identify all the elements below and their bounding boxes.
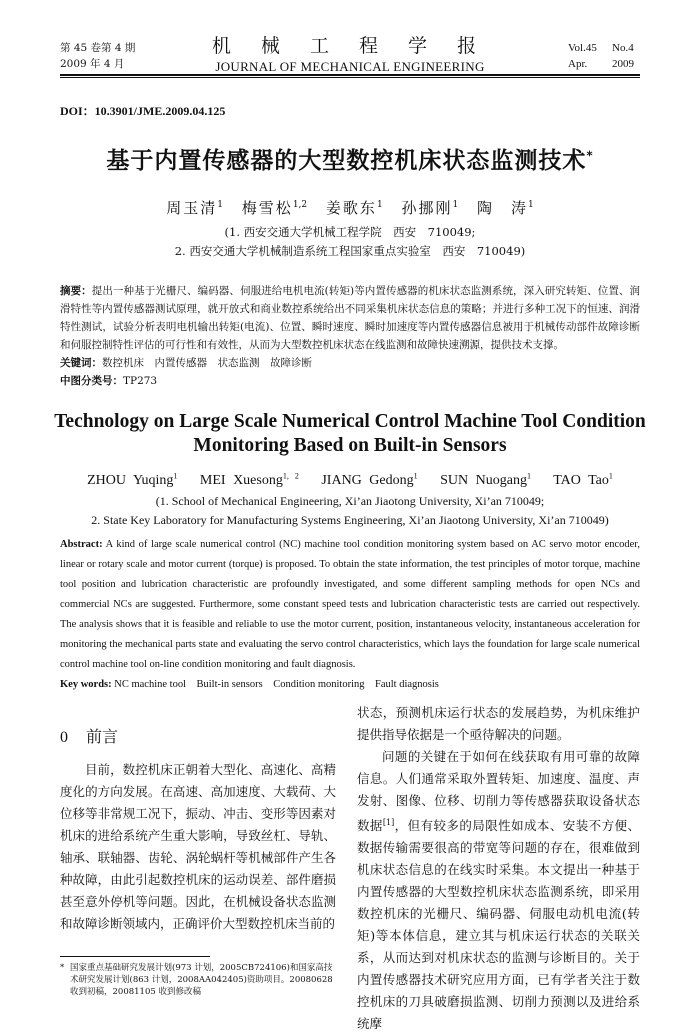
section-title: 前言 [86,727,119,746]
title-en [50,410,650,458]
section-heading [60,724,336,747]
volume-en: Vol.45 [568,42,597,54]
author-cn: 姜歌东$^1$ [325,199,383,217]
abstract-en-text: A kind of large scale numerical control (NC) machine tool condition monitoring system based on AC servo motor encoder, linear or rotary scale and motor current (torque) is proposed. To obtain the state information, the test principles of motor torque, machine tool position and lubrication characteristic are profoundly investigated, and some different sampling methods for open NCs and commercial NCs are suggested. Furthermore, some constant speed tests and lubrication characteristic tests are carried out respectively. The analysis shows that it is feasible and reliable to use the motor current, position, instantaneous velocity, instantaneous acceleration for monitoring the mechanical parts state and evaluating the servo control characteristics, which lays the foundation for large scale numerical control machine tool on-line condition monitoring and fault diagnosis. [60,539,641,670]
abstract-cn-label: 摘要： [60,285,92,297]
header-rule-thin [60,77,640,78]
keywords-en-text: NC machine tool Built-in sensors Condition monitoring Fault diagnosis [114,679,439,690]
abstract-en [60,535,640,695]
affiliation-en-2: 2. State Key Laboratory for Manufacturing Systems Engineering, Xi’an Jiaotong University, Xi’an 710049) [91,513,609,527]
abstract-cn-body [60,282,640,354]
footnote [60,962,336,998]
title-cn-text: 基于内置传感器的大型数控机床状态监测技术 [106,148,587,174]
affiliation-en-1: (1. School of Mechanical Engineering, Xi’an Jiaotong University, Xi’an 710049; [155,494,545,508]
keywords-cn-text: 数控机床 内置传感器 状态监测 故障诊断 [102,357,312,369]
title-en-line: Monitoring Based on Built-in Sensors [193,435,507,456]
header-right [568,40,634,72]
year-en: 2009 [612,58,634,70]
title-en-line: Technology on Large Scale Numerical Control Machine Tool Condition [54,411,646,432]
header-center [180,34,520,76]
keywords-cn-label: 关键词： [60,357,102,369]
abstract-cn [60,282,640,390]
keywords-en [60,675,640,695]
paragraph: 目前，数控机床正朝着大型化、高速化、高精度化的方向发展。在高速、高加速度、大载荷、大位移等非常规工况下，振动、冲击、变形等因素对机床的进给系统产生重大影响，导致丝杠、导轨、轴承、联轴器、齿轮、涡轮蜗杆等机械部件产生各种故障，由此引起数控机床的运动误差、部件磨损甚至意外停机等问题。因此，在机械设备状态监测和故障诊断领域内，正确评价大型数控机床当前的 [60,762,336,931]
keywords-cn [60,354,640,372]
author-cn: 孙挪刚$^1$ [401,199,459,217]
abstract-cn-text: 提出一种基于光栅尺、编码器、伺服进给电机电流(转矩)等内置传感器的机床状态监测系统，深入研究转矩、位置、润滑特性等内置传感器测试原理，就开放式和商业数控系统给出不同采集机床状态信息的策略；并进行多种工况下的恒速、润滑特性测试，试验分析表明电机输出转矩(电流)、位置、瞬时速度、瞬时加速度等内置传感器信息被用于机械传动部件故障诊断和伺服控制特性评估的可行性和有效性，从而为大型数控机床状态在线监测和故障快速溯源，提供技术支撑。 [60,285,640,351]
author-cn: 周玉清$^1$ [166,199,224,217]
title-cn [40,142,660,175]
journal-title-cn: 机 械 工 程 学 报 [211,35,489,57]
body-left-column [60,759,336,935]
affiliation-cn-2: 2. 西安交通大学机械制造系统工程国家重点实验室 西安 710049) [174,244,526,258]
paragraph: 问题的关键在于如何在线获取有用可靠的故障信息。人们通常采取外置转矩、加速度、温度、声发射、图像、位移、切削力等传感器获取设备状态数据[1]，但有较多的局限性如成本、安装不方便、数据传输需要很高的带宽等问题的存在，很难做到机床状态信息的在线实时采集。本文提出一种基于内置传感器的大型数控机床状态监测系统，即采用数控机床的光栅尺、编码器、伺服电动机电流(转矩)等本体信息，建立其与机床运行状态的关联关系，从而达到对机床状态的监测与诊断目的。关于内置传感器技术研究应用方面，已有学者关注于数控机床的刀具破磨损监测、切削力预测以及进给系统摩 [357,749,640,1032]
title-footnote-mark: * [586,148,594,163]
date-cn: 2009 年 4 月 [60,58,125,70]
footnote-mark: * [60,963,65,973]
footnote-text: 国家重点基础研究发展计划(973 计划，2005CB724106)和国家高技术研究发展计划(863 计划，2008AA042405)资助项目。20080628 收到初稿，20081105 收到修改稿 [70,963,333,997]
abstract-en-label: Abstract: [60,539,103,550]
citation-ref: [1] [382,818,395,827]
volume-issue-cn: 第 45 卷第 4 期 [60,42,136,54]
clc-number [60,372,640,390]
author-en: MEI Xuesong$^{1, 2}$ [199,471,299,488]
header-left [60,40,135,72]
header-rule-thick [60,74,640,76]
author-en: JIANG Gedong$^1$ [321,471,418,488]
author-en: TAO Tao$^1$ [553,471,613,488]
footnote-rule [60,956,210,957]
authors-cn [60,197,640,218]
journal-title-en: JOURNAL OF MECHANICAL ENGINEERING [215,59,485,74]
section-number: 0 [60,729,68,746]
author-en: SUN Nuogang$^1$ [440,471,531,488]
number-en: No.4 [612,42,634,54]
abstract-en-body [60,535,640,675]
author-cn: 陶 涛$^1$ [476,199,534,217]
affiliation-cn-1: (1. 西安交通大学机械工程学院 西安 710049; [224,225,476,239]
author-en: ZHOU Yuqing$^1$ [87,471,178,488]
keywords-en-label: Key words: [60,679,112,690]
doi: DOI：10.3901/JME.2009.04.125 [60,104,226,118]
clc-value: TP273 [123,375,158,387]
author-cn: 梅雪松$^{1,2}$ [241,199,308,217]
body-right-column [357,702,640,1035]
month-en: Apr. [568,58,588,70]
authors-en [60,471,640,489]
paragraph: 状态，预测机床运行状态的发展趋势，为机床维护提供指导依据是一个亟待解决的问题。 [357,705,640,742]
clc-label: 中图分类号： [60,375,123,387]
